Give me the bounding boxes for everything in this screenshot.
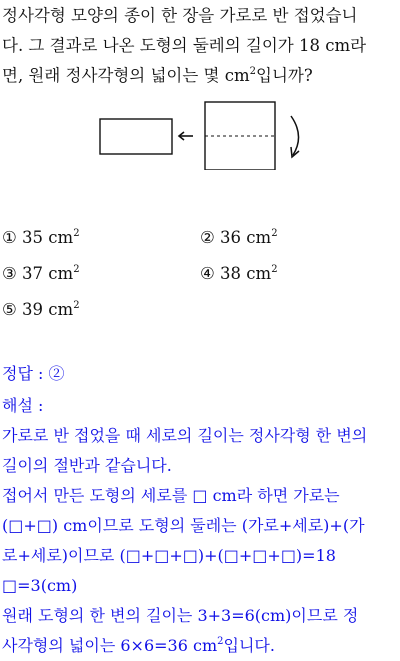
question-line-2: 다. 그 결과로 나온 도형의 둘레의 길이가 18 cm라 (2, 36, 367, 55)
original-square (205, 102, 275, 170)
explanation-label: 해설 : (2, 396, 44, 415)
explanation-line-8: 사각형의 넓이는 6×6=36 $cm^2$입니다. (2, 636, 275, 655)
left-arrow-icon (179, 132, 193, 140)
option-5: ⑤ 39 $cm^2$ (2, 300, 80, 319)
explanation-line-1: 가로로 반 접었을 때 세로의 길이는 정사각형 한 변의 (2, 426, 368, 445)
option-1: ① 35 $cm^2$ (2, 228, 80, 247)
explanation-line-6: □=3(cm) (2, 576, 78, 595)
explanation-line-4: (□+□) cm이므로 도형의 둘레는 (가로+세로)+(가 (2, 516, 365, 535)
folding-diagram (90, 100, 320, 170)
curved-arrow-icon (291, 116, 299, 157)
explanation-line-3: 접어서 만든 도형의 세로를 □ cm라 하면 가로는 (2, 486, 340, 505)
question-line-3: 면, 원래 정사각형의 넓이는 몇 $cm^2$입니까? (2, 66, 313, 85)
explanation-line-5: 로+세로)이므로 (□+□+□)+(□+□+□)=18 (2, 546, 336, 565)
explanation-line-7: 원래 도형의 한 변의 길이는 3+3=6(cm)이므로 정 (2, 606, 359, 625)
option-3: ③ 37 $cm^2$ (2, 264, 80, 283)
option-2: ② 36 $cm^2$ (200, 228, 278, 247)
question-line-1: 정사각형 모양의 종이 한 장을 가로로 반 접었습니 (2, 6, 358, 25)
answer-label: 정답 : ② (2, 364, 65, 383)
explanation-line-2: 길이의 절반과 같습니다. (2, 456, 172, 475)
option-4: ④ 38 $cm^2$ (200, 264, 278, 283)
folded-rectangle (100, 119, 172, 154)
